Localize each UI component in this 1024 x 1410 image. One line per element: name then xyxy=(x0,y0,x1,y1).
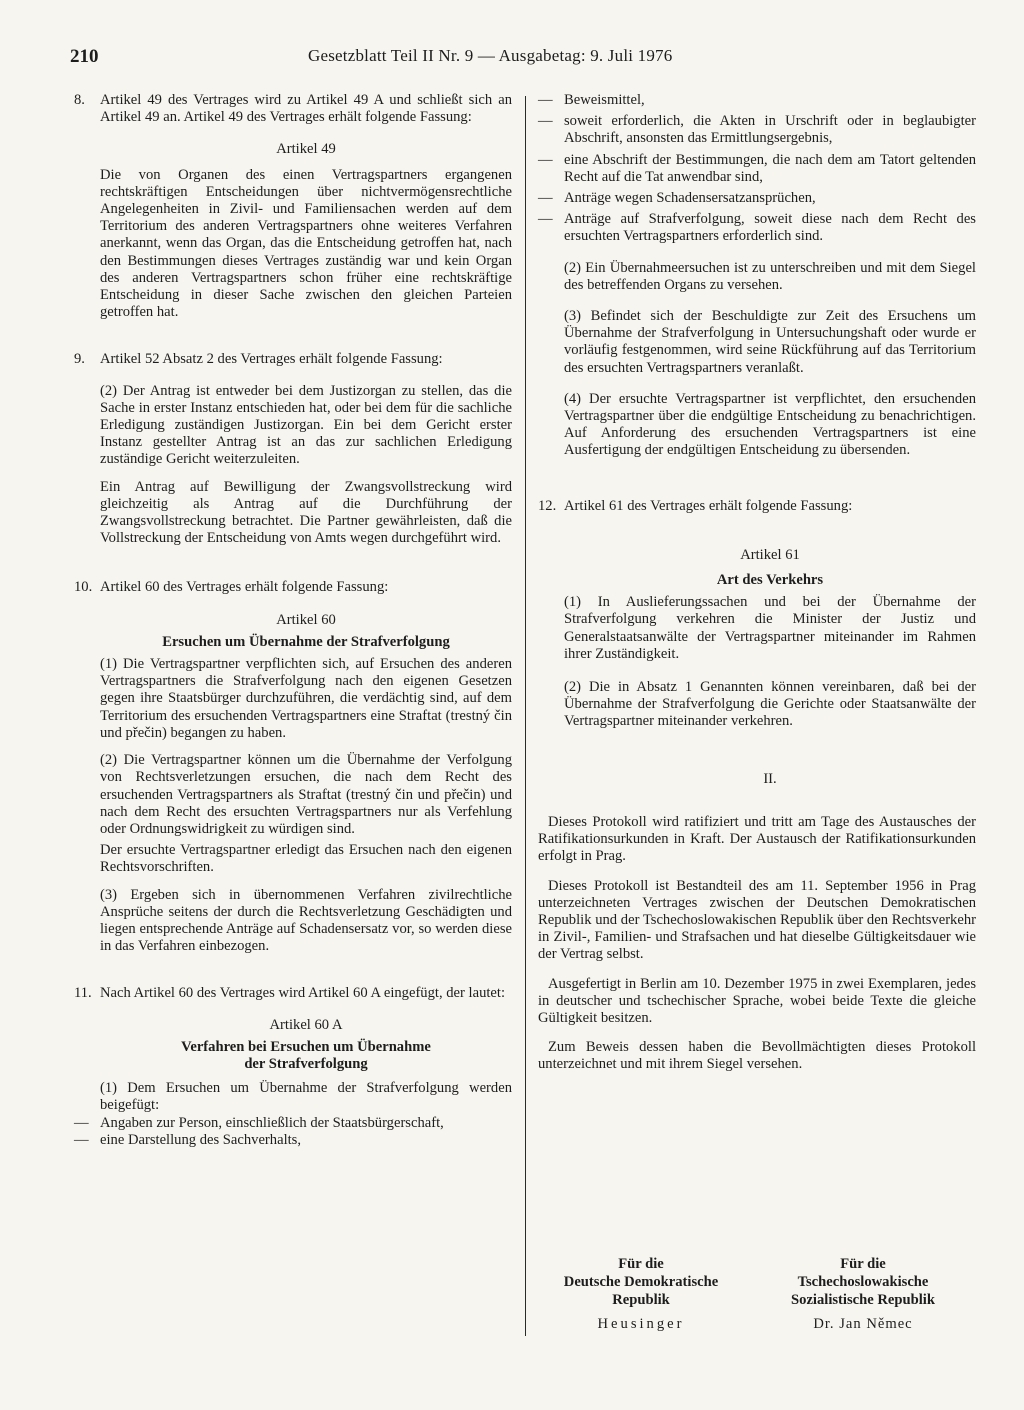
article-heading: Ersuchen um Übernahme der Strafverfolgung xyxy=(162,633,450,650)
item-intro: Artikel 60 des Vertrages erhält folgende Fassung: xyxy=(100,579,389,596)
article-heading: der Strafverfolgung xyxy=(244,1055,368,1072)
header-title: Gesetzblatt Teil II Nr. 9 — Ausgabetag: 9. Juli 1976 xyxy=(308,46,673,65)
signature-block-ddr xyxy=(541,1255,741,1333)
dash-item xyxy=(538,92,976,109)
paragraph: (1) Die Vertragspartner verpflichten sich, auf Ersuchen des anderen Vertragspartners die Strafverfolgung nach den eigenen Gesetzen gegen ihre Staatsbürger durchzuführen, die verdächtig sind, auf dem Territorium des ersuchenden Vertragspartners eine Straftat (trestný čin und přečin) begangen zu haben. xyxy=(100,656,512,741)
paragraph: Dieses Protokoll wird ratifiziert und tritt am Tage des Austausches der Ratifikationsurkunden in Kraft. Der Austausch der Ratifikationsurkunden erfolgt in Prag. xyxy=(538,813,976,865)
paragraph: Ein Antrag auf Bewilligung der Zwangsvollstreckung wird gleichzeitig als Antrag auf die Durchführung der Zwangsvollstreckung betrachtet. Die Partner gewährleisten, daß die Vollstreckung der Entscheidung von Amts wegen durchgeführt wird. xyxy=(100,478,512,547)
paragraph: (1) In Auslieferungssachen und bei der Übernahme der Strafverfolgung verkehren die Minister der Justiz und Generalstaatsanwälte der Vertragspartner miteinander im Rahmen ihrer Zuständigkeit. xyxy=(564,594,976,662)
item-12 xyxy=(538,498,976,515)
dash-bullet: — xyxy=(538,151,553,168)
dash-text: Anträge auf Strafverfolgung, soweit diese nach dem Recht des ersuchten Vertragspartners erforderlich sind. xyxy=(564,211,976,245)
dash-text: Angaben zur Person, einschließlich der Staatsbürgerschaft, xyxy=(100,1114,444,1131)
dash-text: eine Abschrift der Bestimmungen, die nach dem am Tatort geltenden Recht auf die Tat anwendbar sind, xyxy=(564,151,976,185)
item-9 xyxy=(74,351,512,368)
dash-item xyxy=(538,152,976,186)
item-intro: Artikel 61 des Vertrages erhält folgende Fassung: xyxy=(564,497,853,514)
article-title: Artikel 60 A xyxy=(269,1016,343,1033)
signature-block-cssr xyxy=(763,1255,963,1333)
paragraph: (1) Dem Ersuchen um Übernahme der Strafverfolgung werden beigefügt: xyxy=(100,1080,512,1114)
paragraph: (2) Der Antrag ist entweder bei dem Justizorgan zu stellen, das die Sache in erster Instanz entschieden hat, oder bei dem für die sachliche Erledigung zuständigen Justizorgan. Ein bei dem Gericht erster Instanz gestellter Antrag ist an das zur sachlichen Erledigung zuständige Gericht weiterzuleiten. xyxy=(100,382,512,468)
article-title: Artikel 60 xyxy=(276,611,336,628)
paragraph: (2) Ein Übernahmeersuchen ist zu unterschreiben und mit dem Siegel des betreffenden Organs zu versehen. xyxy=(564,259,976,293)
item-10 xyxy=(74,579,512,596)
dash-text: soweit erforderlich, die Akten in Urschrift oder in beglaubigter Abschrift, ansonsten das Ermittlungsergebnis, xyxy=(564,113,976,147)
dash-item xyxy=(74,1132,512,1149)
signature-line: Sozialistische Republik xyxy=(791,1292,935,1308)
article-title: Artikel 49 xyxy=(276,141,336,158)
signature-line: Deutsche Demokratische xyxy=(563,1274,719,1290)
right-column xyxy=(538,92,976,1074)
dash-item xyxy=(538,211,976,245)
paragraph: (3) Befindet sich der Beschuldigte zur Zeit des Ersuchens um Übernahme der Strafverfolgung in Untersuchungshaft oder wurde er vorläufig festgenommen, wird seine Rückführung auf das Territorium des ersuchten Vertragspartners veranlaßt. xyxy=(564,308,976,376)
dash-item xyxy=(538,113,976,147)
item-number: 11. xyxy=(74,985,92,1002)
item-number: 12. xyxy=(538,497,557,514)
paragraph: Zum Beweis dessen haben die Bevollmächtigten dieses Protokoll unterzeichnet und mit ihrem Siegel versehen. xyxy=(538,1039,976,1073)
dash-bullet: — xyxy=(538,92,553,108)
dash-text: eine Darstellung des Sachverhalts, xyxy=(100,1131,302,1148)
paragraph: (2) Die Vertragspartner können um die Übernahme der Verfolgung von Rechtsverletzungen ersuchen, die nach dem Recht des ersuchenden Vertragspartners als Straftat (trestný čin und přečin) und nach dem Recht des ersuchten Vertragspartners nur als Verfehlung oder Ordnungswidrigkeit zu würdigen sind. xyxy=(100,752,512,837)
left-column xyxy=(74,92,512,1149)
signatory-name: Dr. Jan Němec xyxy=(813,1316,913,1332)
item-number: 9. xyxy=(74,351,85,368)
signature-line: Für die xyxy=(618,1256,664,1272)
dash-bullet: — xyxy=(538,190,553,207)
dash-bullet: — xyxy=(74,1114,89,1131)
paragraph: Der ersuchte Vertragspartner erledigt das Ersuchen nach den eigenen Rechtsvorschriften. xyxy=(100,842,512,876)
column-divider xyxy=(525,96,526,1336)
item-number: 10. xyxy=(74,579,93,596)
dash-item xyxy=(74,1115,512,1132)
signature-line: Für die xyxy=(840,1256,886,1272)
paragraph: (2) Die in Absatz 1 Genannten können vereinbaren, daß bei der Übernahme der Strafverfolgung die Gerichte oder Staatsanwälte der Vertragspartner miteinander verkehren. xyxy=(564,679,976,730)
page-number: 210 xyxy=(70,46,99,67)
paragraph: (4) Der ersuchte Vertragspartner ist verpflichtet, den ersuchenden Vertragspartner über die endgültige Entscheidung zu benachrichtigen. Auf Anforderung des ersuchenden Vertragspartners ist eine Ausfertigung der endgültigen Entscheidung zu übersenden. xyxy=(564,390,976,459)
section-number: II. xyxy=(763,770,777,787)
item-8 xyxy=(74,92,512,126)
paragraph: Ausgefertigt in Berlin am 10. Dezember 1975 in zwei Exemplaren, jedes in deutscher und tschechischer Sprache, wobei beide Texte die gleiche Gültigkeit besitzen. xyxy=(538,975,976,1026)
signature-line: Tschechoslowakische xyxy=(797,1274,929,1290)
article-heading: Verfahren bei Ersuchen um Übernahme xyxy=(181,1038,431,1055)
signatory-name: Heusinger xyxy=(597,1316,685,1332)
dash-bullet: — xyxy=(538,211,553,228)
dash-bullet: — xyxy=(538,113,553,130)
article-text: Die von Organen des einen Vertragspartners ergangenen rechtskräftigen Entscheidungen über nichtvermögensrechtliche Angelegenheiten in Zivil- und Familiensachen werden auf dem Territorium des anderen Vertragspartners ohne weiteres Verfahren anerkannt, wenn das Organ, das die Entscheidung getroffen hat, nach den Bestimmungen dieses Vertrages zuständig war und kein Organ des anderen Vertragspartners schon früher eine rechtskräftige Entscheidung in dieser Sache zwischen den gleichen Parteien getroffen hat. xyxy=(100,166,512,321)
paragraph: (3) Ergeben sich in übernommenen Verfahren zivilrechtliche Ansprüche seitens der durch die Rechtsverletzung Geschädigten und liegen entsprechende Anträge auf Schadensersatz vor, so werden diese in das Verfahren einbezogen. xyxy=(100,886,512,955)
article-heading: Art des Verkehrs xyxy=(716,572,824,589)
item-intro: Artikel 49 des Vertrages wird zu Artikel 49 A und schließt sich an Artikel 49 an. Artikel 49 des Vertrages erhält folgende Fassung: xyxy=(100,92,512,126)
item-intro: Artikel 52 Absatz 2 des Vertrages erhält folgende Fassung: xyxy=(100,351,443,368)
page-header xyxy=(70,46,954,74)
item-11 xyxy=(74,985,512,1002)
dash-text: Anträge wegen Schadensersatzansprüchen, xyxy=(564,190,816,207)
paragraph: Dieses Protokoll ist Bestandteil des am 11. September 1956 in Prag unterzeichneten Vertrages zwischen der Deutschen Demokratischen Republik und der Tschechoslowakischen Republik über den Rechtsverkehr in Zivil-, Familien- und Strafsachen und hat dieselbe Gültigkeitsdauer wie der Vertrag selbst. xyxy=(538,877,976,963)
signature-line: Republik xyxy=(612,1292,670,1308)
dash-text: Beweismittel, xyxy=(564,92,645,108)
item-intro: Nach Artikel 60 des Vertrages wird Artikel 60 A eingefügt, der lautet: xyxy=(100,985,506,1002)
article-title: Artikel 61 xyxy=(740,546,800,563)
item-number: 8. xyxy=(74,92,85,108)
dash-bullet: — xyxy=(74,1131,89,1148)
dash-item xyxy=(538,190,976,207)
